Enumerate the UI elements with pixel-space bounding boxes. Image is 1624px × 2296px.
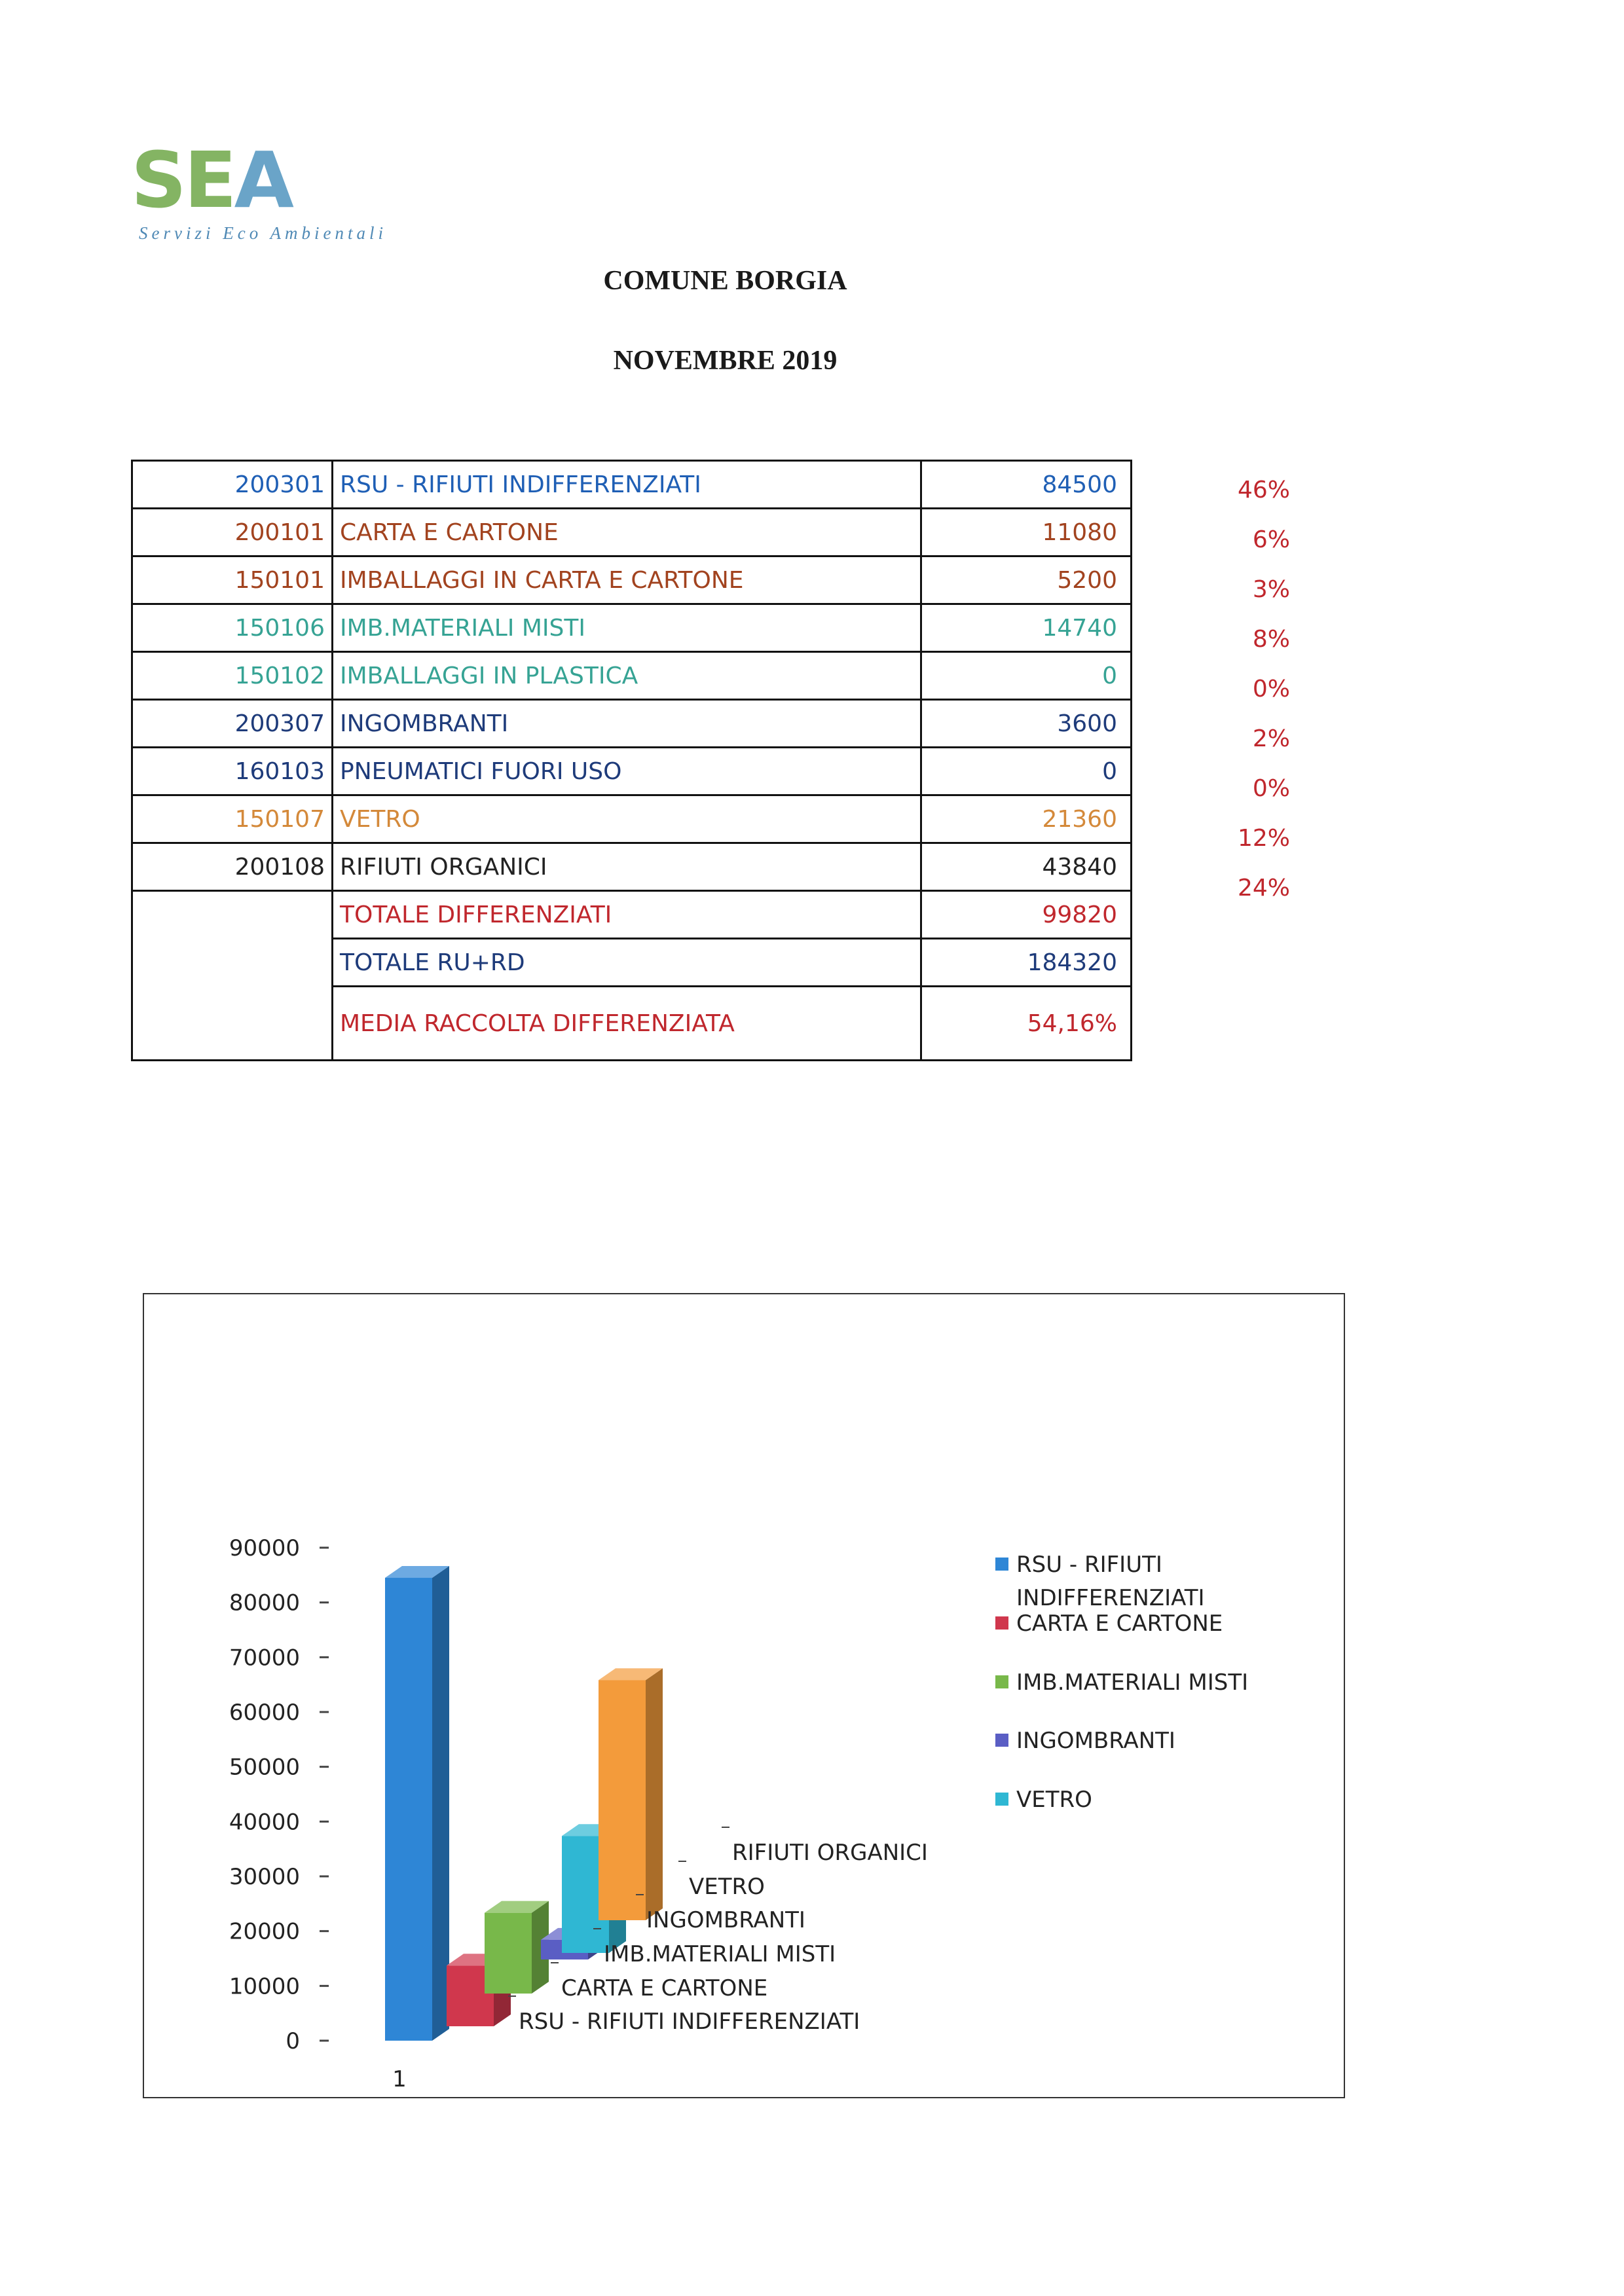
bar: [385, 1578, 432, 2041]
logo-subtitle: Servizi Eco Ambientali: [139, 223, 387, 243]
row-percent: 2%: [1252, 725, 1290, 752]
legend-marker: [995, 1675, 1008, 1688]
totale-differenziati-label: TOTALE DIFFERENZIATI: [333, 891, 921, 939]
row-description: IMBALLAGGI IN PLASTICA: [333, 652, 921, 700]
table-row: [132, 604, 1132, 652]
row-percent: 46%: [1237, 477, 1290, 503]
y-tick-label: 30000: [229, 1864, 300, 1890]
legend-label: INDIFFERENZIATI: [1016, 1585, 1205, 1611]
media-value: 54,16%: [921, 987, 1132, 1061]
y-tick-label: 90000: [229, 1535, 300, 1561]
legend-marker: [995, 1616, 1008, 1630]
legend-label: IMB.MATERIALI MISTI: [1016, 1669, 1249, 1696]
row-code: 150102: [132, 652, 333, 700]
row-code: 150107: [132, 795, 333, 843]
row-description: PNEUMATICI FUORI USO: [333, 748, 921, 795]
sea-logo: [131, 135, 471, 252]
depth-axis-label: CARTA E CARTONE: [561, 1975, 768, 2001]
row-percent: 12%: [1237, 825, 1290, 852]
row-percent: 8%: [1252, 626, 1290, 653]
row-value: 14740: [921, 604, 1132, 652]
waste-table: [131, 460, 1132, 1061]
row-value: 0: [921, 748, 1132, 795]
legend-marker: [995, 1793, 1008, 1806]
row-percent: 24%: [1237, 875, 1290, 902]
totale-ru-rd-value: 184320: [921, 939, 1132, 987]
row-description: IMB.MATERIALI MISTI: [333, 604, 921, 652]
logo-wordmark: SEA: [131, 135, 291, 225]
row-description: INGOMBRANTI: [333, 700, 921, 748]
row-code: 200307: [132, 700, 333, 748]
y-tick-label: 0: [286, 2028, 300, 2054]
row-code: 150101: [132, 556, 333, 604]
row-percent: 0%: [1252, 775, 1290, 802]
row-description: CARTA E CARTONE: [333, 509, 921, 556]
row-value: 5200: [921, 556, 1132, 604]
row-code: 200101: [132, 509, 333, 556]
depth-axis-label: IMB.MATERIALI MISTI: [604, 1941, 836, 1967]
table-row: [132, 509, 1132, 556]
row-description: VETRO: [333, 795, 921, 843]
legend-marker: [995, 1558, 1008, 1571]
legend-label: INGOMBRANTI: [1016, 1728, 1175, 1754]
row-value: 84500: [921, 461, 1132, 509]
y-tick-label: 60000: [229, 1700, 300, 1726]
y-tick-label: 20000: [229, 1918, 300, 1945]
bar: [599, 1680, 646, 1920]
row-value: 43840: [921, 843, 1132, 891]
bar-side: [646, 1668, 663, 1920]
table-row: [132, 795, 1132, 843]
depth-axis-label: VETRO: [689, 1874, 765, 1900]
row-value: 0: [921, 652, 1132, 700]
y-tick-label: 10000: [229, 1973, 300, 2000]
legend-label: RSU - RIFIUTI: [1016, 1552, 1162, 1578]
media-label: MEDIA RACCOLTA DIFFERENZIATA: [333, 987, 921, 1061]
table-row: [132, 748, 1132, 795]
row-description: IMBALLAGGI IN CARTA E CARTONE: [333, 556, 921, 604]
totale-differenziati-row: [132, 891, 1132, 939]
y-tick-label: 50000: [229, 1754, 300, 1781]
row-percent: 6%: [1252, 526, 1290, 553]
y-tick-label: 40000: [229, 1809, 300, 1836]
row-code: 200301: [132, 461, 333, 509]
chart-frame: [143, 1293, 1345, 2098]
row-description: RIFIUTI ORGANICI: [333, 843, 921, 891]
row-percent: 0%: [1252, 676, 1290, 702]
comune-title: COMUNE BORGIA: [603, 266, 847, 296]
totale-ru-rd-label: TOTALE RU+RD: [333, 939, 921, 987]
table-row: [132, 556, 1132, 604]
table-row: [132, 843, 1132, 891]
table-row: [132, 700, 1132, 748]
table-row: [132, 652, 1132, 700]
y-tick-label: 70000: [229, 1645, 300, 1671]
row-code: 150106: [132, 604, 333, 652]
row-percent: 3%: [1252, 576, 1290, 603]
totale-differenziati-value: 99820: [921, 891, 1132, 939]
periodo-title: NOVEMBRE 2019: [613, 346, 838, 376]
table-row: [132, 461, 1132, 509]
bar: [485, 1913, 532, 1994]
bar-chart: [144, 1294, 1344, 2097]
legend-marker: [995, 1734, 1008, 1747]
x-tick-label: 1: [392, 2066, 407, 2092]
row-code: 200108: [132, 843, 333, 891]
y-tick-label: 80000: [229, 1590, 300, 1616]
depth-axis-label: INGOMBRANTI: [646, 1907, 805, 1933]
depth-axis-label: RIFIUTI ORGANICI: [732, 1840, 928, 1866]
empty-code-cell: [132, 891, 333, 1061]
legend-label: VETRO: [1016, 1787, 1092, 1813]
row-description: RSU - RIFIUTI INDIFFERENZIATI: [333, 461, 921, 509]
row-value: 21360: [921, 795, 1132, 843]
depth-axis-label: RSU - RIFIUTI INDIFFERENZIATI: [519, 2009, 860, 2035]
row-code: 160103: [132, 748, 333, 795]
row-value: 3600: [921, 700, 1132, 748]
legend-label: CARTA E CARTONE: [1016, 1611, 1223, 1637]
row-value: 11080: [921, 509, 1132, 556]
